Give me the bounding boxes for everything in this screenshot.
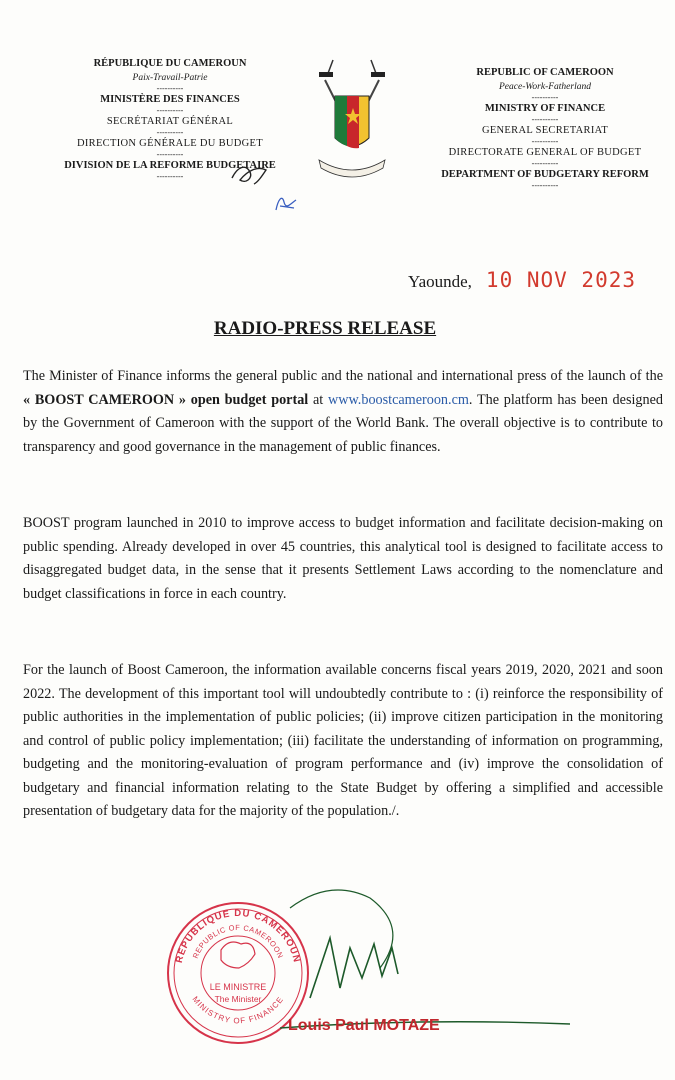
- date-stamp: 10 NOV 2023: [485, 268, 636, 292]
- initials-mark: [270, 190, 300, 216]
- separator: ----------: [156, 128, 184, 137]
- coat-of-arms-emblem: [313, 56, 391, 184]
- separator: ----------: [156, 84, 184, 93]
- separator: ----------: [156, 172, 184, 181]
- header-left-directorate: DIRECTION GÉNÉRALE DU BUDGET: [76, 138, 263, 149]
- separator: ----------: [156, 106, 184, 115]
- seal-outer-text: REPUBLIQUE DU CAMEROUN: [173, 907, 303, 965]
- header-right: [415, 66, 675, 190]
- header-left-division: DIVISION DE LA REFORME BUDGETAIRE: [64, 160, 276, 171]
- seal-bottom-text: MINISTRY OF FINANCE: [190, 994, 286, 1026]
- paragraph-text: . The platform has been designed by the Government of Cameroon with the support of the World Bank. The overall objective is to contribute to transparency and good governance in the management of public finances.: [23, 391, 663, 455]
- header-right-country: REPUBLIC OF CAMEROON: [476, 67, 614, 78]
- paragraph-3: For the launch of Boost Cameroon, the information available concerns fiscal years 2019, 2020, 2021 and soon 2022. The development of this important tool will undoubtedly contribute to : (i) reinforce the responsibility of public authorities in the implementation of public policies; (ii) improve citizen participation in the monitoring and control of public policy implementation; (iii) facilitate the understanding of information on programming, budgeting and the monitoring-evaluation of program performance and (iv) improve the consolidation of budgetary and financial information relating to the State Budget by offering a simplified and accessible presentation of budgetary data for the majority of the population./.: [23, 662, 663, 819]
- paragraph-text: at: [308, 391, 328, 408]
- seal-inner-text: REPUBLIC OF CAMEROON: [190, 923, 286, 960]
- paragraph-text: The Minister of Finance informs the general public and the national and international press of the launch of the: [23, 368, 663, 384]
- portal-url-link[interactable]: www.boostcameroon.cm: [327, 391, 469, 408]
- header-left-motto: Paix-Travail-Patrie: [132, 73, 208, 83]
- separator: ----------: [531, 181, 559, 190]
- header-left-secretariat: SECRÉTARIAT GÉNÉRAL: [106, 116, 234, 127]
- initials-mark: [228, 160, 272, 190]
- header-right-secretariat: GENERAL SECRETARIAT: [481, 125, 609, 136]
- document-title: RADIO-PRESS RELEASE: [213, 318, 437, 339]
- header-right-directorate: DIRECTORATE GENERAL OF BUDGET: [448, 147, 642, 158]
- minister-signature: [270, 878, 600, 1038]
- separator: ----------: [531, 115, 559, 124]
- seal-minister-en: The Minister: [214, 994, 262, 1004]
- header-left-country: RÉPUBLIQUE DU CAMEROUN: [93, 58, 247, 69]
- seal-minister-fr: LE MINISTRE: [209, 982, 267, 992]
- date-city: Yaounde,: [408, 272, 472, 291]
- separator: ----------: [156, 150, 184, 159]
- separator: ----------: [531, 159, 559, 168]
- portal-name: « BOOST CAMEROON » open budget portal: [23, 391, 309, 408]
- header-right-motto: Peace-Work-Fatherland: [499, 82, 591, 92]
- header-left-ministry: MINISTÈRE DES FINANCES: [100, 94, 240, 105]
- separator: ----------: [531, 137, 559, 146]
- paragraph-1: [23, 365, 663, 459]
- date-line: [408, 268, 636, 292]
- separator: ----------: [531, 93, 559, 102]
- header-right-department: DEPARTMENT OF BUDGETARY REFORM: [441, 169, 649, 180]
- paragraph-2: BOOST program launched in 2010 to improve access to budget information and facilitate decision-making on public spending. Already developed in over 45 countries, this analytical tool is designed to facilitate access to disaggregated budget data, in the sense that it presents Settlement Laws according to the nomenclature and budget classifications in force in each country.: [23, 515, 663, 602]
- header-right-ministry: MINISTRY OF FINANCE: [484, 103, 606, 114]
- signatory-name: Louis Paul MOTAZE: [288, 1017, 440, 1034]
